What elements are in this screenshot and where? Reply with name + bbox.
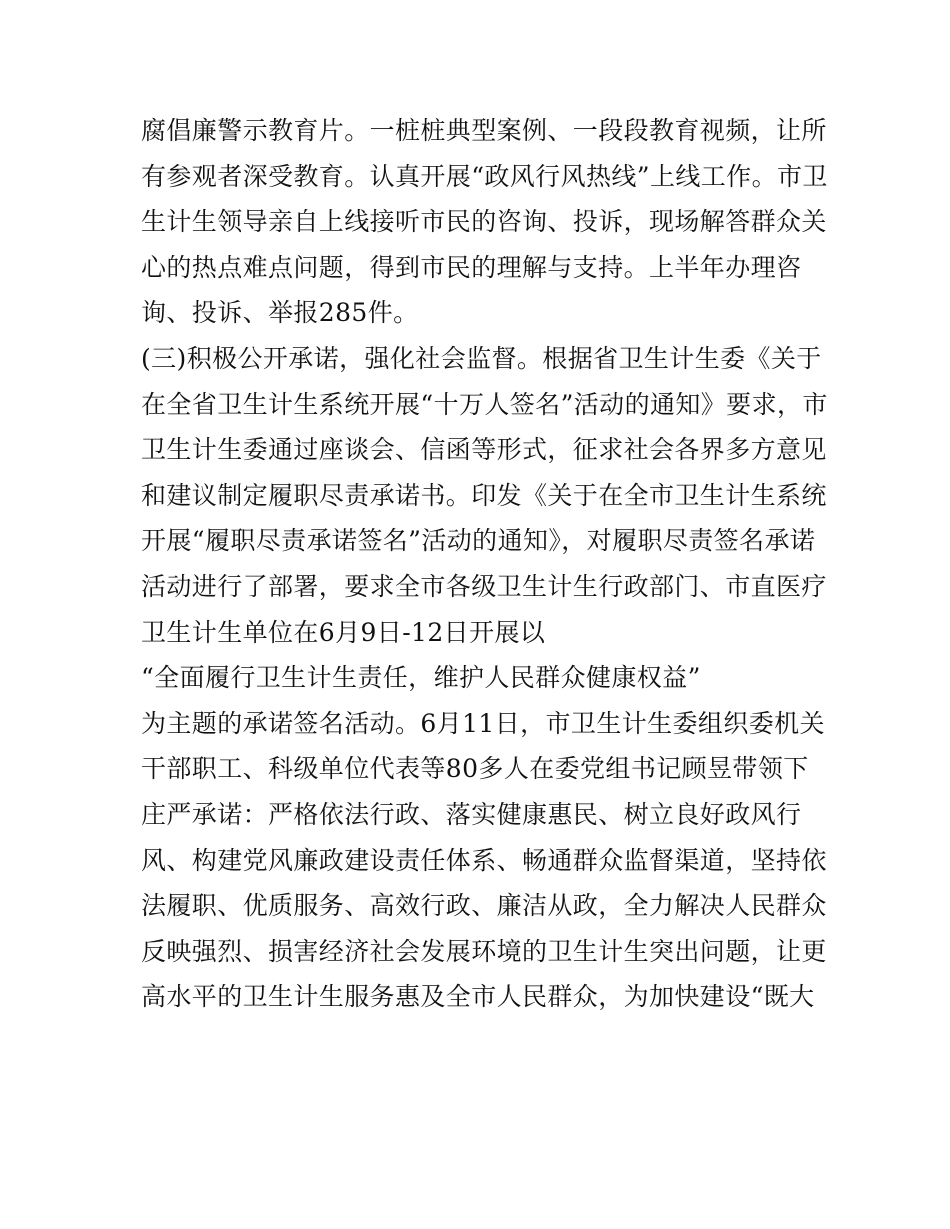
body-text (141, 108, 828, 1020)
text-line: 心的热点难点问题，得到市民的理解与支持。上半年办理咨 (141, 252, 802, 282)
text-line: 庄严承诺：严格依法行政、落实健康惠民、树立良好政风行 (141, 799, 802, 829)
text-line: 风、构建党风廉政建设责任体系、畅通群众监督渠道，坚持依 (141, 845, 827, 875)
text-line: 干部职工、科级单位代表等80多人在委党组书记顾昱带领下 (141, 754, 809, 784)
text-line: 腐倡廉警示教育片。一桩桩典型案例、一段段教育视频，让所 (141, 116, 827, 145)
text-line: 和建议制定履职尽责承诺书。印发《关于在全市卫生计生系统 (141, 480, 827, 510)
text-line: 生计生领导亲自上线接听市民的咨询、投诉，现场解答群众关 (141, 207, 827, 237)
quoted-theme-line: “全面履行卫生计生责任，维护人民群众健康权益” (141, 663, 701, 693)
text-line: 为主题的承诺签名活动。6月11日，市卫生计生委组织委机关 (141, 708, 825, 738)
section-heading-line: (三)积极公开承诺，强化社会监督。根据省卫生计生委《关于 (141, 343, 822, 373)
text-line: 卫生计生单位在6月9日-12日开展以 (141, 617, 546, 647)
text-line: 有参观者深受教育。认真开展“政风行风热线”上线工作。市卫 (141, 161, 828, 191)
text-line: 法履职、优质服务、高效行政、廉洁从政，全力解决人民群众 (141, 891, 827, 921)
text-line: 活动进行了部署，要求全市各级卫生计生行政部门、市直医疗 (141, 571, 827, 601)
text-line: 在全省卫生计生系统开展“十万人签名”活动的通知》要求，市 (141, 389, 828, 419)
text-line: 询、投诉、举报285件。 (141, 298, 419, 328)
text-line: 开展“履职尽责承诺签名”活动的通知》，对履职尽责签名承诺 (141, 526, 816, 556)
text-line: 反映强烈、损害经济社会发展环境的卫生计生突出问题，让更 (141, 936, 827, 966)
text-line: 高水平的卫生计生服务惠及全市人民群众，为加快建设“既大 (141, 982, 815, 1012)
text-line: 卫生计生委通过座谈会、信函等形式，征求社会各界多方意见 (141, 435, 827, 465)
